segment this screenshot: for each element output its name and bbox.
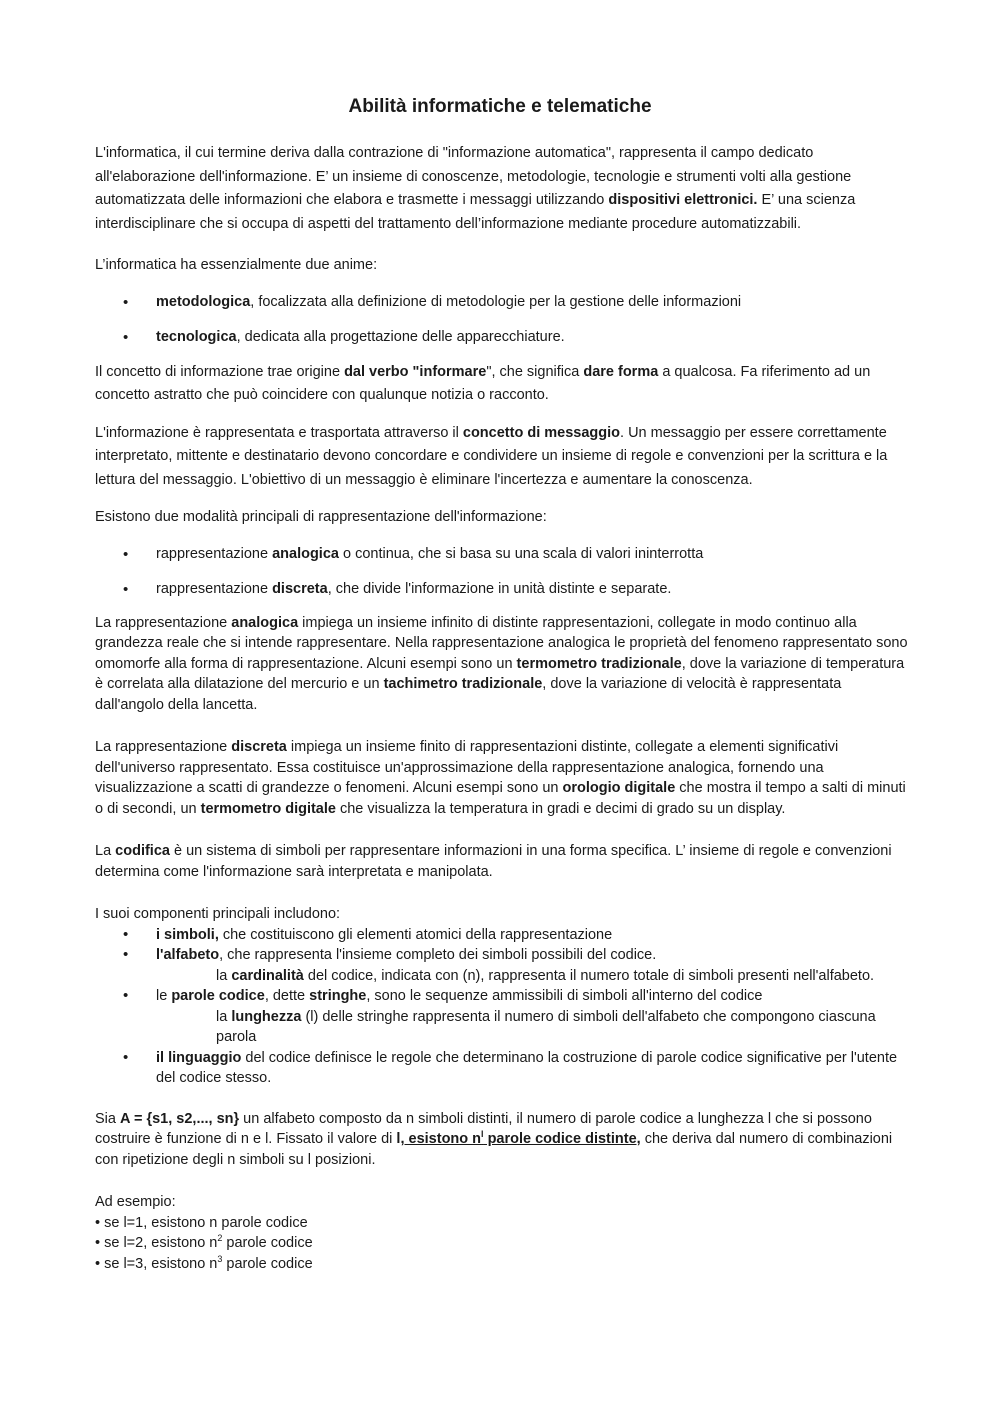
list-item: • rappresentazione analogica o continua, che si basa su una scala di valori ininterrotta — [123, 545, 704, 563]
paragraph-discreta: La rappresentazione discreta impiega un insieme finito di rappresentazioni distinte, collegate a elementi significativi dell'universo rappresentato. Essa costituisce un'approssimazione della rappresentazione analogica, fornendo una visualizzazione a scatti di grandezze o fenomeni. Alcuni esempi sono un orologio digitale che mostra il tempo a salti di minuti o di secondi, un termometro digitale che visualizza la temperatura in gradi e decimi di grado su un display. — [95, 739, 906, 817]
list-modalita — [95, 543, 910, 601]
sub-item-lunghezza: la lunghezza (l) delle stringhe rappresenta il numero di simboli dell'alfabeto che compongono ciascuna parola — [216, 1008, 876, 1045]
list-item: • tecnologica, dedicata alla progettazione delle apparecchiature. — [123, 328, 565, 346]
paragraph-messaggio: L'informazione è rappresentata e trasportata attraverso il concetto di messaggio. Un messaggio per essere correttamente interpretato, mittente e destinatario devono concordare e condividere un insieme di regole e convenzioni per la scrittura e la lettura del messaggio. L'obiettivo di un messaggio è eliminare l'incertezza e aumentare la conoscenza. — [95, 424, 888, 488]
paragraph-alfabeto: Sia A = {s1, s2,..., sn} un alfabeto composto da n simboli distinti, il numero di parole codice a lunghezza l che si possono costruire è funzione di n e l. Fissato il valore di l, esistono $n^l$ parole codice distinte, che deriva dal numero di combinazioni con ripetizione degli n simboli su l posizioni. — [95, 1110, 893, 1168]
list-item: • metodologica, focalizzata alla definizione di metodologie per la gestione delle informazioni — [123, 293, 742, 311]
example-line: • se l=1, esistono n parole codice — [95, 1214, 308, 1231]
sub-item-cardinalita: la cardinalità del codice, indicata con (n), rappresenta il numero totale di simboli presenti nell'alfabeto. — [216, 967, 875, 984]
paragraph-intro: L'informatica, il cui termine deriva dalla contrazione di "informazione automatica", rappresenta il campo dedicato all'elaborazione dell'informazione. E’ un insieme di conoscenze, metodologie, tecnologie e strumenti volti alla gestione automatizzata delle informazioni che elabora e trasmette i messaggi utilizzando dispositivi elettronici. E’ una scienza interdisciplinare che si occupa di aspetti del trattamento dell’informazione mediante procedure automatizzabili. — [95, 145, 856, 232]
example-line: • se l=3, esistono $n^3$ parole codice — [95, 1253, 313, 1272]
paragraph-informare: Il concetto di informazione trae origine dal verbo "informare", che significa dare forma a qualcosa. Fa riferimento ad un concetto astratto che può coincidere con qualunque notizia o racconto. — [95, 363, 871, 403]
list-item: • il linguaggio del codice definisce le regole che determinano la costruzione di parole codice significative per l'utente del codice stesso. — [123, 1048, 898, 1086]
paragraph-modalita: Esistono due modalità principali di rappresentazione dell'informazione: — [95, 509, 547, 525]
list-item: • l'alfabeto, che rappresenta l'insieme completo dei simboli possibili del codice. la cardinalità del codice, indicata con (n), rappresenta il numero totale di simboli presenti nell'alfabeto. — [95, 945, 910, 986]
example-line: • se l=2, esistono $n^2$ parole codice — [95, 1233, 313, 1251]
paragraph-analogica: La rappresentazione analogica impiega un insieme infinito di distinte rappresentazioni, collegate in modo continuo alla grandezza reale che si intende rappresentare. Nella rappresentazione analogica le proprietà del fenomeno rappresentato sono omomorfe alla forma di rappresentazione. Alcuni esempi sono un termometro tradizionale, dove la variazione di temperatura è correlata alla dilatazione del mercurio e un tachimetro tradizionale, dove la variazione di velocità è rappresentata dall'angolo della lancetta. — [95, 614, 908, 713]
list-componenti — [95, 925, 910, 1089]
list-item: • i simboli, che costituiscono gli elementi atomici della rappresentazione — [123, 925, 613, 943]
paragraph-componenti: I suoi componenti principali includono: — [95, 906, 341, 922]
document-body — [95, 142, 910, 1274]
list-item: • le parole codice, dette stringhe, sono le sequenze ammissibili di simboli all'interno del codice la lunghezza (l) delle stringhe rappresenta il numero di simboli dell'alfabeto che compongono ciascuna parola — [95, 986, 910, 1048]
paragraph-codifica: La codifica è un sistema di simboli per rappresentare informazioni in una forma specifica. L’ insieme di regole e convenzioni determina come l'informazione sarà interpretata e manipolata. — [95, 843, 892, 880]
list-item: • rappresentazione discreta, che divide l'informazione in unità distinte e separate. — [123, 580, 672, 598]
page-title: Abilità informatiche e telematiche — [348, 96, 652, 117]
example-heading: Ad esempio: — [95, 1194, 176, 1210]
paragraph-anime: L’informatica ha essenzialmente due anime: — [95, 257, 378, 273]
example-block — [95, 1192, 910, 1274]
list-anime — [95, 291, 910, 349]
